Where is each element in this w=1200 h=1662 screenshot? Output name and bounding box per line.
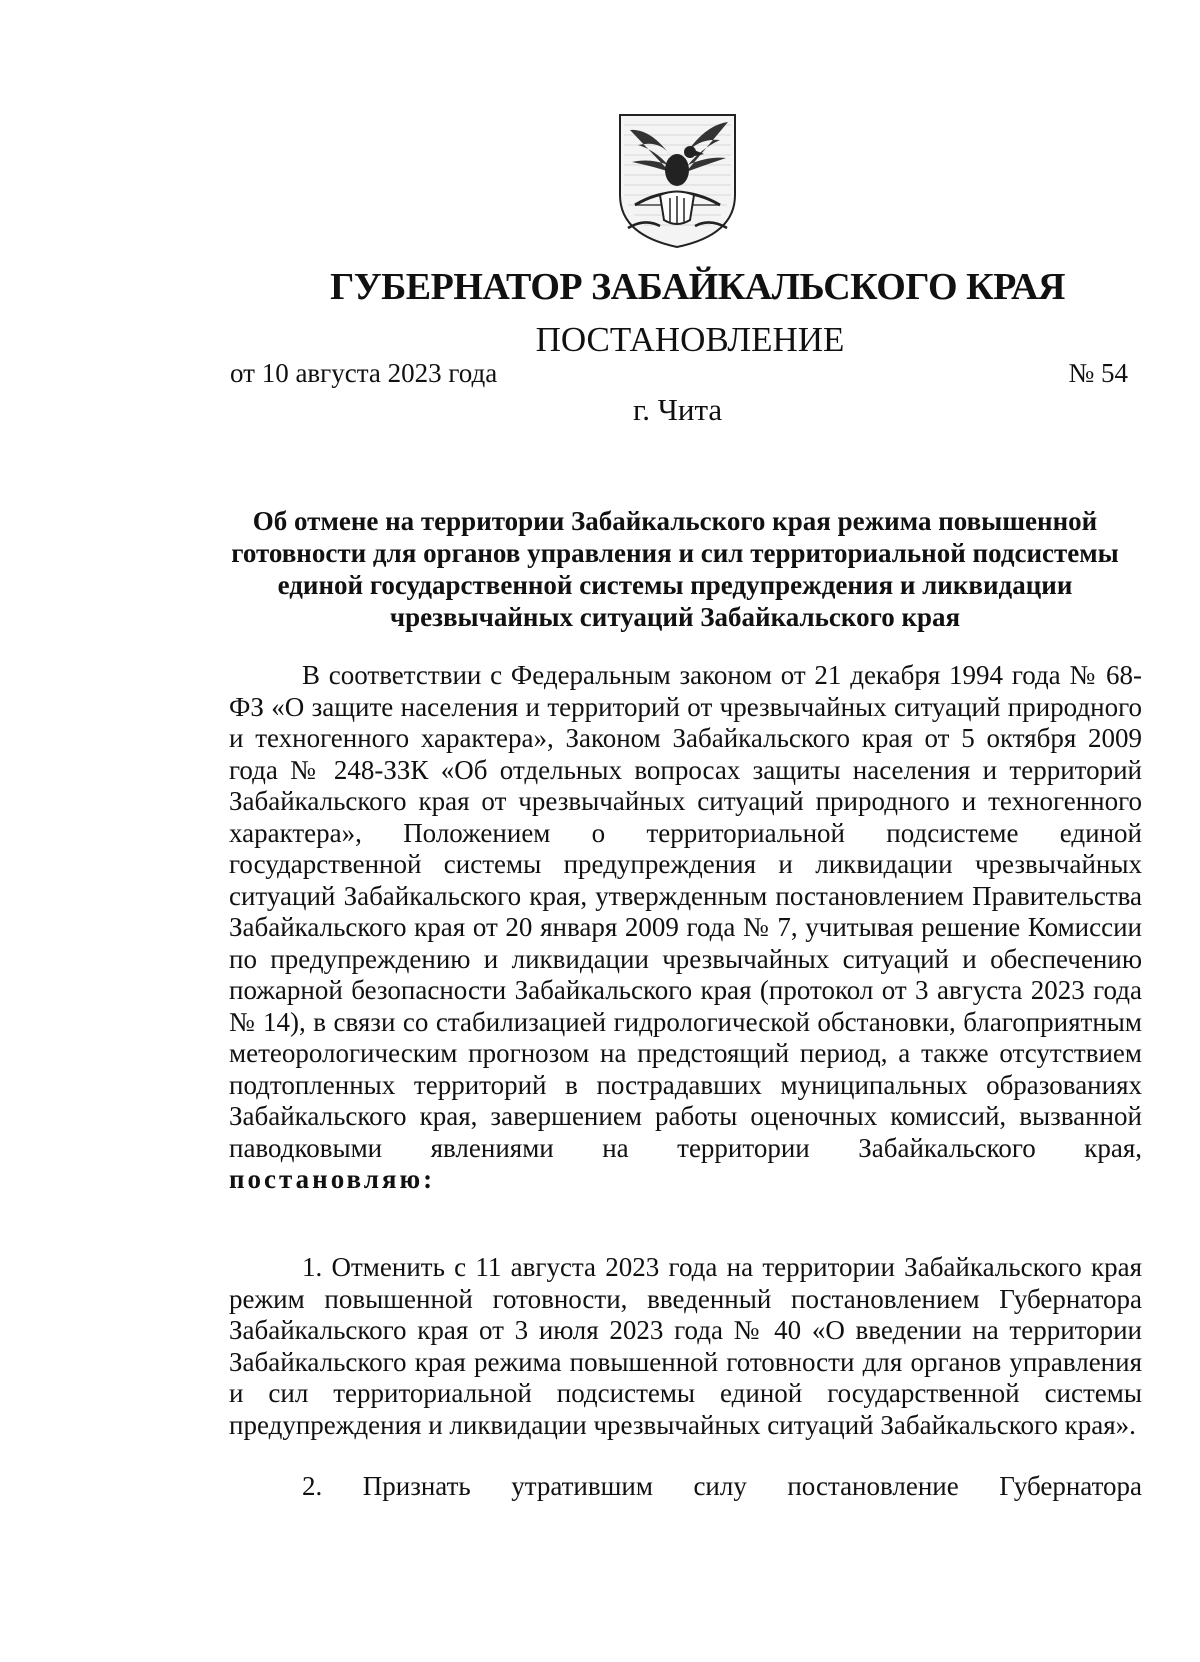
paragraph-2-text: 1. Отменить с 11 августа 2023 года на территории Забайкальского края режим повышенной готовности, введенный постановлением Губернатора Забайкальского края от 3 июля 2023 года № 40 «О введении на территории Забайкальского края режима повышенной готовности для органов управления и сил территориальной подсистемы единой государственной системы предупреждения и ликвидации чрезвычайных ситуаций Забайкальского края». (229, 1252, 1142, 1440)
document-city: г. Чита (633, 392, 723, 427)
body-paragraph-1 (229, 660, 1142, 1196)
decree-word: постановляю: (229, 1164, 436, 1194)
document-title: Об отмене на территории Забайкальского края режима повышенной готовности для органов управления и сил территориальной подсистемы единой государственной системы предупреждения и ликвидации чрезвычайных ситуаций Забайкальского края (231, 506, 1119, 632)
body-paragraph-3 (229, 1471, 1142, 1503)
coat-of-arms-icon (610, 110, 745, 250)
document-number: № 54 (1068, 358, 1128, 388)
document-type: ПОСТАНОВЛЕНИЕ (535, 320, 845, 359)
document-date: от 10 августа 2023 года (230, 358, 498, 388)
body-paragraph-2 (229, 1252, 1142, 1441)
paragraph-3-text: 2. Признать утратившим силу постановление Губернатора (302, 1471, 1142, 1501)
paragraph-1-text: В соответствии с Федеральным законом от 21 декабря 1994 года № 68-ФЗ «О защите населения и территорий от чрезвычайных ситуаций природного и техногенного характера», Законом Забайкальского края от 5 октября 2009 года № 248-ЗЗК «Об отдельных вопросах защиты населения и территорий Забайкальского края от чрезвычайных ситуаций природного и техногенного характера», Положением о территориальной подсистеме единой государственной системы предупреждения и ликвидации чрезвычайных ситуаций Забайкальского края, утвержденным постановлением Правительства Забайкальского края от 20 января 2009 года № 7, учитывая решение Комиссии по предупреждению и ликвидации чрезвычайных ситуаций и обеспечению пожарной безопасности Забайкальского края (протокол от 3 августа 2023 года № 14), в связи со стабилизацией гидрологической обстановки, благоприятным метеорологическим прогнозом на предстоящий период, а также отсутствием подтопленных территорий в пострадавших муниципальных образованиях Забайкальского края, завершением работы оценочных комиссий, вызванной паводковыми явлениями на территории Забайкальского края, (229, 660, 1142, 1163)
authority-heading: ГУБЕРНАТОР ЗАБАЙКАЛЬСКОГО КРАЯ (330, 266, 1065, 308)
